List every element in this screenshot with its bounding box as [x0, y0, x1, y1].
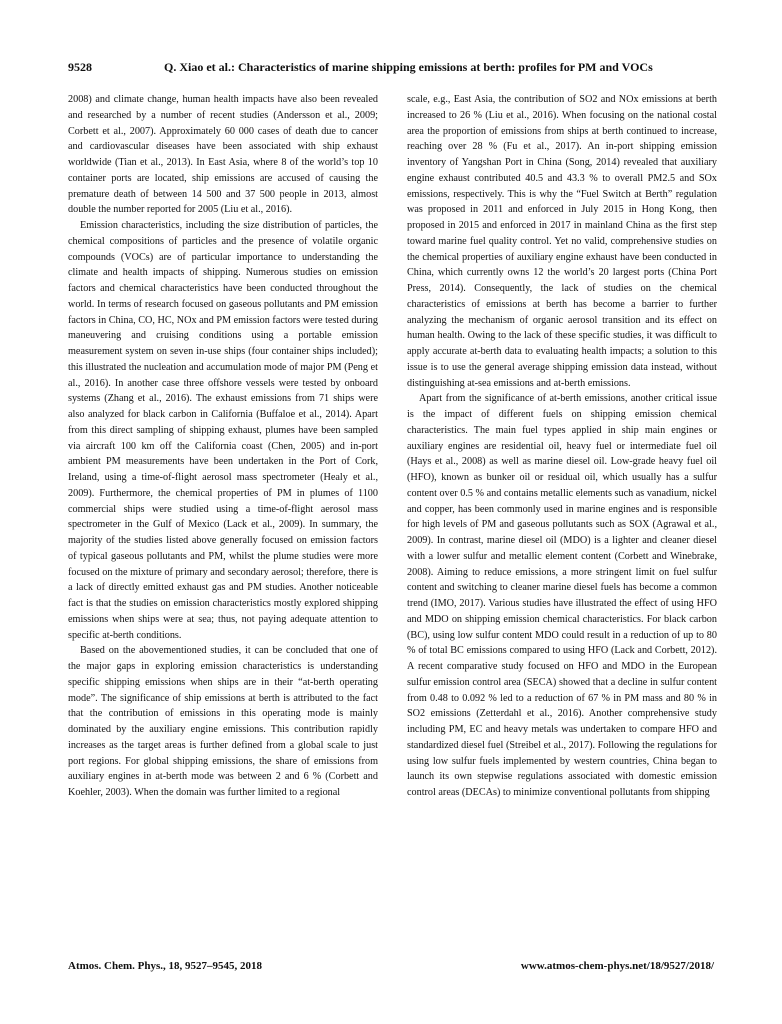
left-column	[68, 92, 378, 801]
journal-citation: Atmos. Chem. Phys., 18, 9527–9545, 2018	[68, 960, 263, 972]
right-column	[407, 92, 717, 801]
page-footer	[68, 960, 714, 972]
page-header	[68, 60, 714, 75]
paragraph: Apart from the significance of at-berth emissions, another critical issue is the impact of different fuels on shipping emission chemical characteristics. The main fuel types applied in ship main engines or auxiliary engines are residential oil, heavy fuel or intermediate fuel oil (Hays et al., 2008) as well as marine diesel oil. Low-grade heavy fuel oil (HFO), known as bunker oil or residual oil, which usually has a sulfur content over 0.5 % and contains metallic elements such as vanadium, nickel and copper, has been commonly used in marine engines and is responsible for high levels of PM and gaseous pollutants such as SOX (Agrawal et al., 2009). In contrast, marine diesel oil (MDO) is a lighter and cleaner diesel with a lower sulfur and metallic element content (Corbett and Winebrake, 2008). Aiming to reduce emissions, a more stringent limit on fuel sulfur content and switching to cleaner marine diesel fuels has become a common trend (IMO, 2017). Various studies have illustrated the effect of using HFO and MDO on shipping emission chemical characteristics. For black carbon (BC), using low sulfur content MDO could result in a reduction of up to 80 % of total BC emissions compared to using HFO (Lack and Corbett, 2012). A recent comparative study focused on HFO and MDO in the European sulfur emission control area (SECA) showed that a decline in sulfur content from 0.48 to 0.092 % led to a reduction of 67 % in PM mass and 80 % in SO2 emissions (Zetterdahl et al., 2016). Another comprehensive study including PM, EC and heavy metals was undertaken to compare HFO and standardized diesel fuel (Streibel et al., 2017). Following the regulations for using low sulfur fuels implemented by western countries, China began to launch its own stepwise regulations associated with domestic emission control areas (DECAs) to minimize conventional pollutants from shipping	[407, 393, 717, 798]
journal-url[interactable]: www.atmos-chem-phys.net/18/9527/2018/	[520, 960, 714, 972]
paragraph: Based on the abovementioned studies, it can be concluded that one of the major gaps in exploring emission characteristics is understanding specific shipping emissions when ships are in their “at-berth operating mode”. The significance of ship emissions at berth is attributed to the fact that the contribution of emissions in this operating mode is mainly dominated by the auxiliary engine emissions. This contribution rapidly increases as the target areas is further defined from a global scale to just port regions. For global shipping emissions, the share of emissions from auxiliary engines in at-berth mode was between 2 and 6 % (Corbett and Koehler, 2003). When the domain was further limited to a regional	[68, 645, 378, 798]
paragraph: Emission characteristics, including the size distribution of particles, the chemical compositions of particles and the presence of volatile organic compounds (VOCs) are of particular importance to understanding the climate and health impacts of shipping. Numerous studies on emission factors and chemical characteristics have been conducted throughout the world. In terms of research focused on gaseous pollutants and PM emission factors in China, CO, HC, NOx and PM emission factors were tested during maneuvering and cruising conditions using a portable emission measurement system on seven in-use ships (four container ships included); this illustrated the nucleation and accumulation mode of major PM (Peng et al., 2016). In another case three offshore vessels were tested by onboard systems (Zhang et al., 2016). The exhaust emissions from 71 ships were also analyzed for black carbon in California (Buffaloe et al., 2014). Apart from this direct sampling of shipping exhaust, plumes have been sampled via aircraft 100 km off the California coast (Chen, 2005) and in-port ambient PM measurements have been undertaken in the Port of Cork, Ireland, using a time-of-flight aerosol mass spectrometer (Healy et al., 2009). Furthermore, the chemical properties of PM in plumes of 1100 commercial ships were studied using a time-of-flight aerosol mass spectrometer in the Gulf of Mexico (Lack et al., 2009). In summary, the majority of the studies listed above generally focused on emission factors of typical gaseous pollutants and PM, whilst the plume studies were more focused on the mixture of primary and secondary aerosol; therefore, there is a lack of directly emitted exhaust gas and PM studies. Another noticeable fact is that the studies on emission characteristics mostly explored shipping emissions when ships were at sea; thus, not paying adequate attention to specific at-berth conditions.	[68, 220, 378, 641]
page-number: 9528	[68, 60, 92, 74]
paragraph: 2008) and climate change, human health impacts have also been revealed and researched by a number of recent studies (Andersson et al., 2009; Corbett et al., 2007). Approximately 60 000 cases of death due to cancer and cardiovascular diseases have been associated with ship exhaust worldwide (Tian et al., 2013). In East Asia, where 8 of the world’s top 10 container ports are located, ship emissions are accused of causing the premature death of between 14 500 and 37 500 people in 2013, almost double the number reported for 2005 (Liu et al., 2016).	[68, 94, 378, 216]
paragraph: scale, e.g., East Asia, the contribution of SO2 and NOx emissions at berth increased to 26 % (Liu et al., 2016). When focusing on the national costal area the proportion of emissions from ships at berth continued to increase, reaching over 28 % (Fu et al., 2017). An in-port shipping emission inventory of Yangshan Port in China (Song, 2014) revealed that auxiliary engine exhaust contributed 40.5 and 43.3 % to overall PM2.5 and SOx emissions, respectively. This is why the “Fuel Switch at Berth” regulation was proposed in 2011 and enforced in July 2015 in Hong Kong, then proposed in 2015 and enforced in 2017 in mainland China as the first step toward marine fuel quality control. Yet no valid, comprehensive studies on the chemical properties of auxiliary engine exhaust have been conducted in China, which currently owns 12 the world’s 20 largest ports (China Port Press, 2014). Consequently, the lack of studies on the chemical characteristics of emissions at berth has become a barrier to further analyzing the mechanism of organic aerosol transition and its effect on human health. Owing to the lack of these specific studies, it was difficult to apply accurate at-berth data to evaluating health impacts; a solution to this issue is to use the general average shipping emission data instead, without distinguishing at-sea emissions and at-berth emissions.	[407, 94, 717, 389]
running-title: Q. Xiao et al.: Characteristics of marine shipping emissions at berth: profiles for PM and VOCs	[164, 60, 653, 74]
